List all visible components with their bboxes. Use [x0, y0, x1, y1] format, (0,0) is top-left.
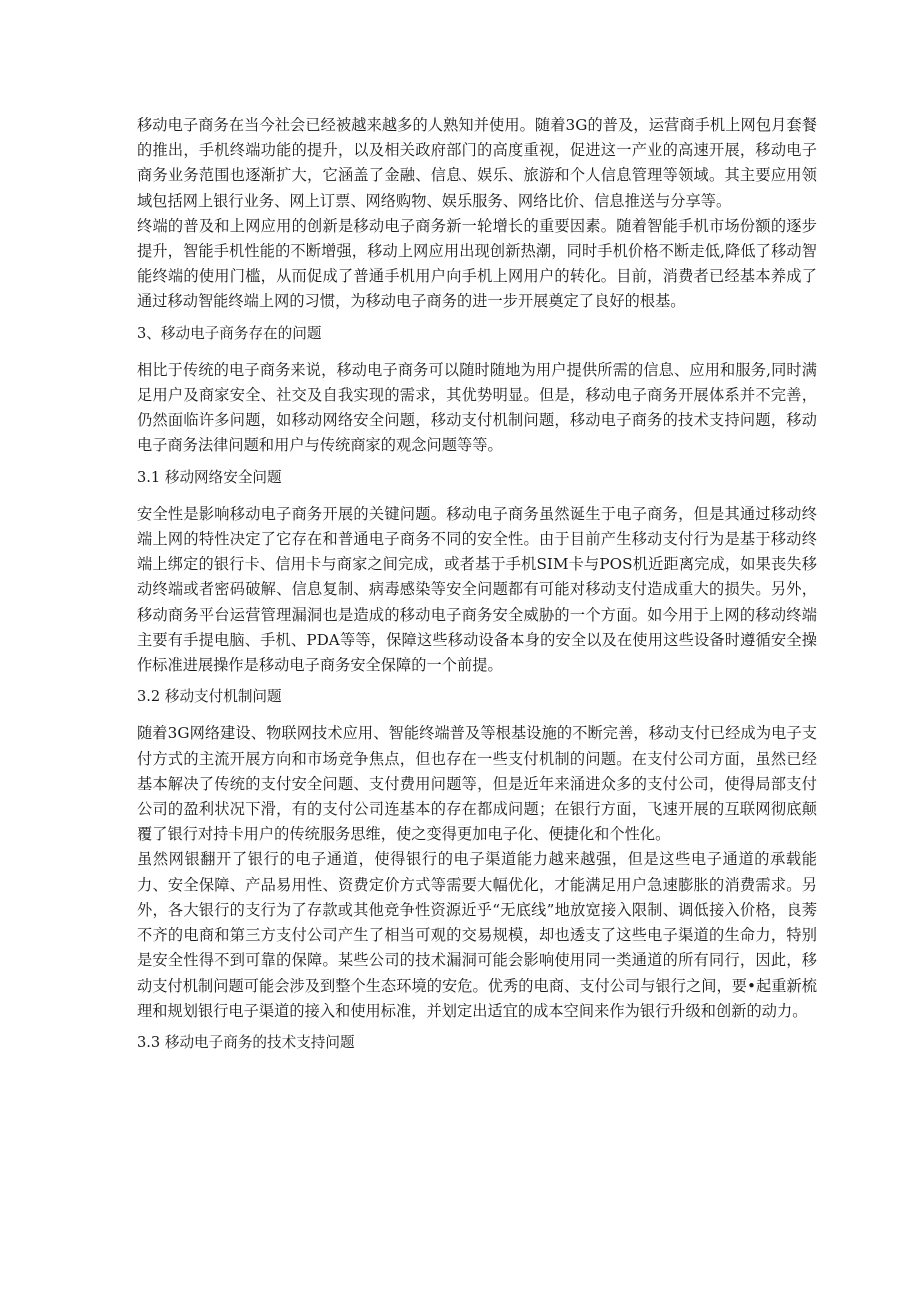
- section-3-paragraph: 相比于传统的电子商务来说，移动电子商务可以随时随地为用户提供所需的信息、应用和服务,同时满足用户及商家安全、社交及自我实现的需求，其优势明显。但是，移动电子商务开展体系并不完善，仍然面临许多问题，如移动网络安全问题，移动支付机制问题，移动电子商务的技术支持问题，移动电子商务法律问题和用户与传统商家的观念问题等等。: [137, 360, 817, 455]
- section-3-2-paragraph-1: 随着3G网络建设、物联网技术应用、智能终端普及等根基设施的不断完善，移动支付已经成为电子支付方式的主流开展方向和市场竞争焦点，但也存在一些支付机制的问题。在支付公司方面，虽然已经基本解决了传统的支付安全问题、支付费用问题等，但是近年来涌进众多的支付公司，使得局部支付公司的盈利状况下滑，有的支付公司连基本的存在都成问题；在银行方面，飞速开展的互联网彻底颠覆了银行对持卡用户的传统服务思维，使之变得更加电子化、便捷化和个性化。: [137, 724, 817, 844]
- section-3-1-paragraph: 安全性是影响移动电子商务开展的关键问题。移动电子商务虽然诞生于电子商务，但是其通过移动终端上网的特性决定了它存在和普通电子商务不同的安全性。由于目前产生移动支付行为是基于移动终端上绑定的银行卡、信用卡与商家之间完成，或者基于手机SIM卡与POS机近距离完成，如果丧失移动终端或者密码破解、信息复制、病毒感染等安全问题都有可能对移动支付造成重大的损失。另外，移动商务平台运营管理漏洞也是造成的移动电子商务安全威胁的一个方面。如今用于上网的移动终端主要有手提电脑、手机、PDA等等，保障这些移动设备本身的安全以及在使用这些设备时遵循安全操作标准进展操作是移动电子商务安全保障的一个前提。: [137, 504, 817, 675]
- intro-paragraph-2: 终端的普及和上网应用的创新是移动电子商务新一轮增长的重要因素。随着智能手机市场份额的逐步提升，智能手机性能的不断增强，移动上网应用出现创新热潮，同时手机价格不断走低,降低了移动智能终端的使用门槛，从而促成了普通手机用户向手机上网用户的转化。目前，消费者已经基本养成了通过移动智能终端上网的习惯，为移动电子商务的进一步开展奠定了良好的根基。: [137, 216, 817, 311]
- section-3-heading: 3、移动电子商务存在的问题: [137, 324, 322, 342]
- section-3-2-paragraph-2: 虽然网银翻开了银行的电子通道，使得银行的电子渠道能力越来越强，但是这些电子通道的承载能力、安全保障、产品易用性、资费定价方式等需要大幅优化，才能满足用户急速膨胀的消费需求。另外，各大银行的支行为了存款或其他竞争性资源近乎“无底线”地放宽接入限制、调低接入价格，良莠不齐的电商和第三方支付公司产生了相当可观的交易规模，却也透支了这些电子渠道的生命力，特别是安全性得不到可靠的保障。某些公司的技术漏洞可能会影响使用同一类通道的所有同行，因此，移动支付机制问题可能会涉及到整个生态环境的安危。优秀的电商、支付公司与银行之间，要•起重新梳理和规划银行电子渠道的接入和使用标准，并划定出适宜的成本空间来作为银行升级和创新的动力。: [137, 850, 817, 1020]
- document-page: [137, 113, 817, 1055]
- section-3-1-heading: 3.1 移动网络安全问题: [137, 468, 282, 486]
- section-3-3-heading: 3.3 移动电子商务的技术支持问题: [137, 1033, 355, 1051]
- intro-paragraph-1: 移动电子商务在当今社会已经被越来越多的人熟知并使用。随着3G的普及，运营商手机上网包月套餐的推出，手机终端功能的提升，以及相关政府部门的高度重视，促进这一产业的高速开展，移动电子商务业务范围也逐渐扩大，它涵盖了金融、信息、娱乐、旅游和个人信息管理等领域。其主要应用领域包括网上银行业务、网上订票、网络购物、娱乐服务、网络比价、信息推送与分享等。: [137, 116, 817, 210]
- section-3-2-heading: 3.2 移动支付机制问题: [137, 688, 282, 706]
